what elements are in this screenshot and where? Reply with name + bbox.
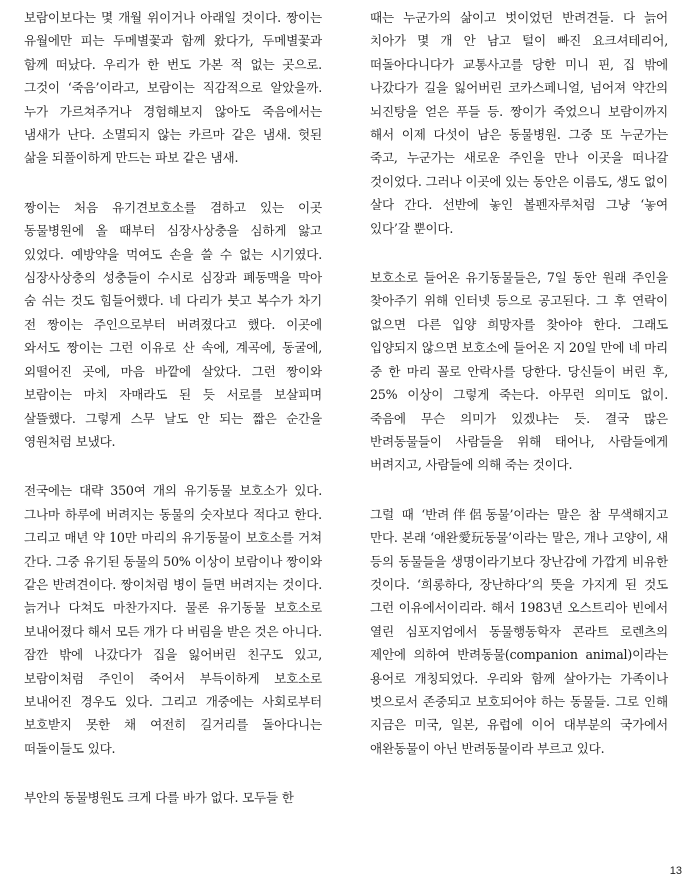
paragraph: 짱이는 처음 유기견보호소를 겸하고 있는 이곳 동물병원에 올 때부터 심장사상충을 심하게 앓고 있었다. 예방약을 먹여도 손을 쓸 수 없는 시기였다. 심장사상충의 성충들이 수시로 심장과 폐동맥을 막아 숨 쉬는 것도 힘들어했다. 네 다리가 붓고 복수가 차기 전 짱이는 주인으로부터 버려졌다고 했다. 이곳에 와서도 짱이는 그런 이유로 산 속에, 계곡에, 동굴에, 외떨어진 곳에, 마음 바깥에 살았다. 그런 짱이와 보람이는 마치 자매라도 된 듯 서로를 보살피며 살뜰했다. 그렇게 스무 날도 안 되는 짧은 순간을 영원처럼 보냈다. <box>24 199 322 449</box>
left-column <box>24 6 322 836</box>
right-column <box>370 6 668 786</box>
paragraph: 때는 누군가의 삶이고 벗이었던 반려견들. 다 늙어 치아가 몇 개 안 남고 털이 빠진 요크셔테리어, 떠돌아다니다가 교통사고를 당한 미니 핀, 집 밖에 나갔다가 길을 잃어버린 코카스페니얼, 넘어져 약간의 뇌진탕을 얻은 푸들 등. 짱이가 죽었으니 보람이까지 해서 이제 다섯이 남은 동물병원. 그중 또 누군가는 죽고, 누군가는 새로운 주인을 만나 이곳을 떠나갈 것이었다. 그러나 이곳에 있는 동안은 이름도, 생도 없이 살다 간다. 선반에 놓인 볼펜자루처럼 그냥 ‘놓여 있다’갈 뿐이다. <box>370 10 668 236</box>
page-number: 13 <box>669 865 682 877</box>
paragraph: 보호소로 들어온 유기동물들은, 7일 동안 원래 주인을 찾아주기 위해 인터넷 등으로 공고된다. 그 후 연락이 없으면 다른 입양 희망자를 찾아야 한다. 그래도 입양되지 않으면 보호소에 들어온 지 20일 만에 네 마리 중 한 마리 꼴로 안락사를 당한다. 당신들이 버린 후, 25% 이상이 그렇게 죽는다. 아무런 의미도 없이. 죽음에 무슨 의미가 있겠냐는 듯. 결국 많은 반려동물들이 사람들을 위해 태어나, 사람들에게 버려지고, 사람들에 의해 죽는 것이다. <box>370 270 668 473</box>
paragraph: 전국에는 대략 350여 개의 유기동물 보호소가 있다. 그나마 하루에 버려지는 동물의 숫자보다 적다고 한다. 그리고 매년 약 10만 마리의 유기동물이 보호소를 거쳐 간다. 그중 유기된 동물의 50% 이상이 보람이나 짱이와 같은 반려견이다. 짱이처럼 병이 들면 버려지는 것이다. 늙거나 다쳐도 마찬가지다. 물론 유기동물 보호소로 보내어졌다 해서 모든 개가 다 버림을 받은 것은 아니다. 잠깐 밖에 나갔다가 집을 잃어버린 친구도 있고, 보람이처럼 주인이 죽어서 부득이하게 보호소로 보내어진 경우도 있다. 그리고 개중에는 사회로부터 보호받지 못한 채 여전히 길거리를 돌아다니는 떠돌이들도 있다. <box>24 483 322 756</box>
paragraph: 그럴 때 ‘반려伴侶동물’이라는 말은 참 무색해지고 만다. 본래 ‘애완愛玩동물’이라는 말은, 개나 고양이, 새 등의 동물들을 생명이라기보다 장난감에 가깝게 비유한 것이다. ‘희롱하다, 장난하다’의 뜻을 가지게 된 것도 그런 이유에서이리라. 해서 1983년 오스트리아 빈에서 열린 심포지엄에서 동물행동학자 콘라트 로렌츠의 제안에 의하여 반려동물(companion animal)이라는 용어로 개칭되었다. 우리와 함께 살아가는 가족이나 벗으로서 존중되고 보호되어야 하는 동물들. 그로 인해 지금은 미국, 일본, 유럽에 이어 대부분의 국가에서 애완동물이 아닌 반려동물이라 부르고 있다. <box>370 506 668 756</box>
paragraph: 보람이보다는 몇 개월 위이거나 아래일 것이다. 짱이는 유월에만 피는 두메별꽃과 함께 왔다가, 두메별꽃과 함께 떠났다. 우리가 한 번도 가본 적 없는 곳으로. 그것이 ‘죽음’이라고, 보람이는 직감적으로 알았을까. 누가 가르쳐주거나 경험해보지 않아도 죽음에서는 냄새가 난다. 소멸되지 않는 카르마 같은 냄새. 헛된 삶을 되풀이하게 만드는 파보 같은 냄새. <box>24 10 322 166</box>
paragraph: 부안의 동물병원도 크게 다를 바가 없다. 모두들 한 <box>24 790 294 806</box>
